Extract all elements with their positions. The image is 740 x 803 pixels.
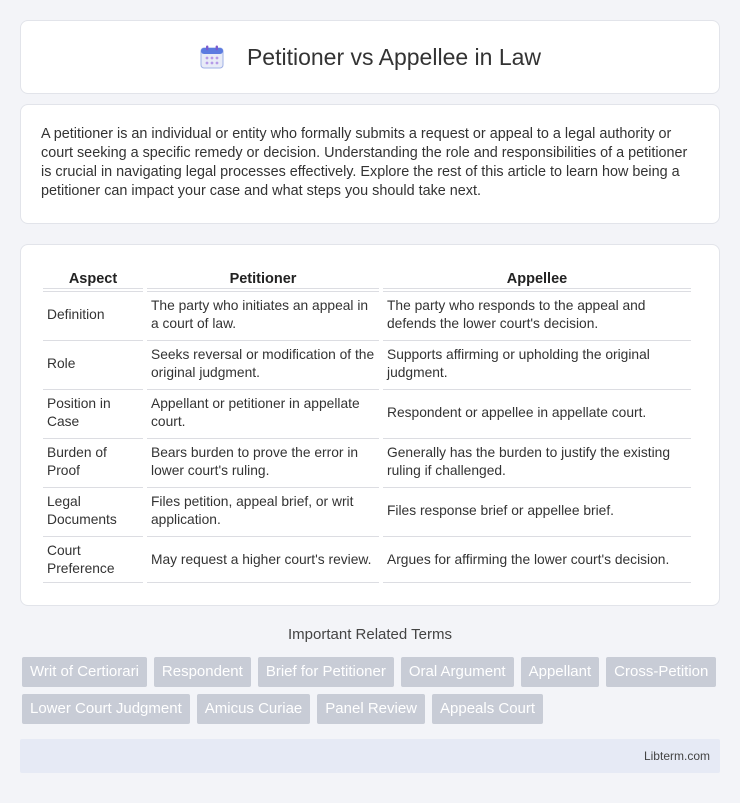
tag-appellant[interactable]: Appellant (521, 657, 600, 687)
row-appellee: Files response brief or appellee brief. (383, 487, 691, 534)
row-appellee: The party who responds to the appeal and defends the lower court's decision. (383, 291, 691, 338)
row-aspect: Court Preference (43, 536, 143, 583)
row-petitioner: Files petition, appeal brief, or writ application. (147, 487, 379, 534)
footer (20, 739, 720, 773)
row-appellee: Argues for affirming the lower court's decision. (383, 536, 691, 583)
tag-respondent[interactable]: Respondent (154, 657, 251, 687)
related-terms-tags (22, 657, 722, 724)
row-aspect: Position in Case (43, 389, 143, 436)
page-title: Petitioner vs Appellee in Law (246, 43, 542, 70)
row-appellee: Generally has the burden to justify the existing ruling if challenged. (383, 438, 691, 485)
table-header-row (43, 267, 691, 289)
table-row (43, 340, 691, 387)
tag-panel-review[interactable]: Panel Review (317, 694, 425, 724)
tag-lower-court-judgment[interactable]: Lower Court Judgment (22, 694, 190, 724)
row-petitioner: Bears burden to prove the error in lower court's ruling. (147, 438, 379, 485)
comparison-table (39, 265, 695, 585)
header-aspect: Aspect (43, 267, 143, 289)
table-row (43, 487, 691, 534)
row-aspect: Burden of Proof (43, 438, 143, 485)
header-appellee: Appellee (383, 267, 691, 289)
table-row (43, 536, 691, 583)
intro-card (20, 104, 720, 224)
header-petitioner: Petitioner (147, 267, 379, 289)
calendar-icon (199, 44, 225, 70)
table-row (43, 389, 691, 436)
row-petitioner: Seeks reversal or modification of the original judgment. (147, 340, 379, 387)
tag-amicus-curiae[interactable]: Amicus Curiae (197, 694, 311, 724)
row-appellee: Supports affirming or upholding the original judgment. (383, 340, 691, 387)
tag-appeals-court[interactable]: Appeals Court (432, 694, 543, 724)
row-appellee: Respondent or appellee in appellate court. (383, 389, 691, 436)
related-terms-title: Important Related Terms (288, 626, 452, 643)
tag-writ-of-certiorari[interactable]: Writ of Certiorari (22, 657, 147, 687)
tag-brief-for-petitioner[interactable]: Brief for Petitioner (258, 657, 394, 687)
tag-oral-argument[interactable]: Oral Argument (401, 657, 514, 687)
row-aspect: Definition (43, 291, 143, 338)
table-row (43, 291, 691, 338)
table-row (43, 438, 691, 485)
header-card (20, 20, 720, 94)
row-aspect: Legal Documents (43, 487, 143, 534)
tag-cross-petition[interactable]: Cross-Petition (606, 657, 716, 687)
row-petitioner: May request a higher court's review. (147, 536, 379, 583)
intro-text: A petitioner is an individual or entity who formally submits a request or appeal to a legal authority or court seeking a specific remedy or decision. Understanding the role and responsibilities of a petitioner is crucial in navigating legal processes effectively. Explore the rest of this article to learn how being a petitioner can impact your case and what steps you should take next. (41, 126, 688, 199)
comparison-card (20, 244, 720, 606)
row-aspect: Role (43, 340, 143, 387)
footer-site-link[interactable]: Libterm.com (643, 749, 710, 763)
row-petitioner: The party who initiates an appeal in a court of law. (147, 291, 379, 338)
row-petitioner: Appellant or petitioner in appellate court. (147, 389, 379, 436)
